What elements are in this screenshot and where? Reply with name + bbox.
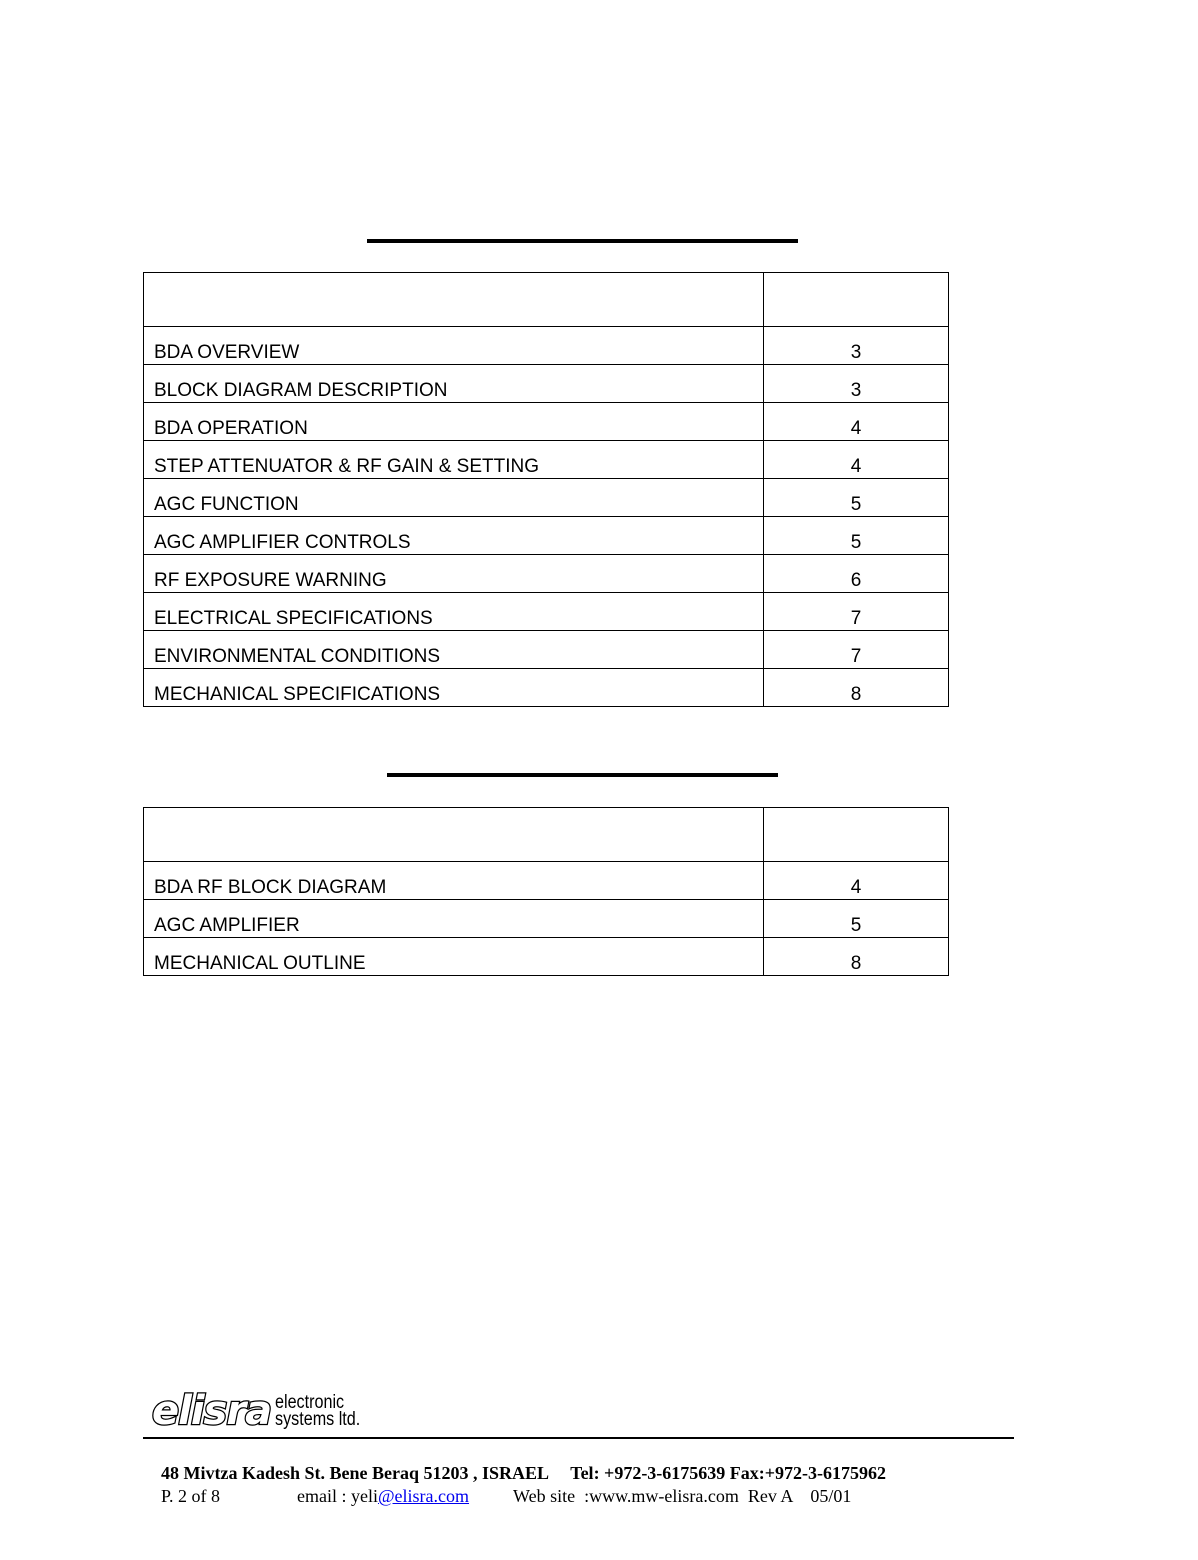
figures-header-page bbox=[764, 808, 949, 862]
figures-row bbox=[144, 938, 949, 976]
figures-entry-title: AGC AMPLIFIER bbox=[144, 900, 764, 938]
figures-entry-title: MECHANICAL OUTLINE bbox=[144, 938, 764, 976]
contents-entry-title: ELECTRICAL SPECIFICATIONS bbox=[144, 593, 764, 631]
contents-entry-page: 5 bbox=[764, 517, 949, 555]
contents-row bbox=[144, 327, 949, 365]
contents-entry-title: BDA OPERATION bbox=[144, 403, 764, 441]
footer-address: 48 Mivtza Kadesh St. Bene Beraq 51203 , ISRAEL bbox=[161, 1463, 549, 1483]
contents-entry-page: 4 bbox=[764, 441, 949, 479]
contents-title-underline bbox=[367, 239, 798, 243]
contents-entry-page: 8 bbox=[764, 669, 949, 707]
contents-entry-page: 7 bbox=[764, 593, 949, 631]
contents-header-row bbox=[144, 273, 949, 327]
figures-row bbox=[144, 900, 949, 938]
contents-entry-page: 7 bbox=[764, 631, 949, 669]
contents-row bbox=[144, 441, 949, 479]
contents-row bbox=[144, 517, 949, 555]
footer-email-link[interactable]: @elisra.com bbox=[377, 1486, 470, 1506]
contents-entry-title: BLOCK DIAGRAM DESCRIPTION bbox=[144, 365, 764, 403]
contents-table bbox=[143, 272, 949, 707]
contents-entry-page: 3 bbox=[764, 365, 949, 403]
contents-entry-page: 3 bbox=[764, 327, 949, 365]
footer-page-number: P. 2 of 8 bbox=[161, 1486, 221, 1506]
figures-entry-page: 5 bbox=[764, 900, 949, 938]
figures-entry-title: BDA RF BLOCK DIAGRAM bbox=[144, 862, 764, 900]
figures-entry-page: 4 bbox=[764, 862, 949, 900]
contents-entry-page: 6 bbox=[764, 555, 949, 593]
contents-row bbox=[144, 479, 949, 517]
contents-row bbox=[144, 403, 949, 441]
contents-row bbox=[144, 365, 949, 403]
contents-entry-title: BDA OVERVIEW bbox=[144, 327, 764, 365]
footer-phones: Tel: +972-3-6175639 Fax:+972-3-6175962 bbox=[570, 1463, 887, 1483]
logo-subtitle-line-2: systems ltd. bbox=[275, 1409, 361, 1430]
contents-entry-title: ENVIRONMENTAL CONDITIONS bbox=[144, 631, 764, 669]
footer-contact-line bbox=[152, 1469, 851, 1505]
contents-entry-title: MECHANICAL SPECIFICATIONS bbox=[144, 669, 764, 707]
figures-row bbox=[144, 862, 949, 900]
logo-subtitle-line-1: electronic bbox=[275, 1392, 345, 1413]
contents-row bbox=[144, 669, 949, 707]
contents-header-title bbox=[144, 273, 764, 327]
logo-wordmark: elisra bbox=[152, 1388, 272, 1434]
footer-divider bbox=[143, 1437, 1014, 1439]
figures-header-row bbox=[144, 808, 949, 862]
figures-table bbox=[143, 807, 949, 976]
contents-row bbox=[144, 555, 949, 593]
figures-title-underline bbox=[387, 773, 778, 777]
elisra-logo bbox=[152, 1388, 375, 1434]
contents-entry-page: 5 bbox=[764, 479, 949, 517]
contents-entry-title: STEP ATTENUATOR & RF GAIN & SETTING bbox=[144, 441, 764, 479]
footer-website: Web site :www.mw-elisra.com Rev A 05/01 bbox=[513, 1486, 852, 1506]
logo-subtitle bbox=[275, 1394, 360, 1430]
contents-entry-page: 4 bbox=[764, 403, 949, 441]
contents-entry-title: RF EXPOSURE WARNING bbox=[144, 555, 764, 593]
contents-entry-title: AGC FUNCTION bbox=[144, 479, 764, 517]
footer-email-prefix: email : yeli bbox=[297, 1486, 378, 1506]
figures-entry-page: 8 bbox=[764, 938, 949, 976]
contents-row bbox=[144, 593, 949, 631]
contents-entry-title: AGC AMPLIFIER CONTROLS bbox=[144, 517, 764, 555]
contents-row bbox=[144, 631, 949, 669]
contents-header-page bbox=[764, 273, 949, 327]
figures-header-title bbox=[144, 808, 764, 862]
